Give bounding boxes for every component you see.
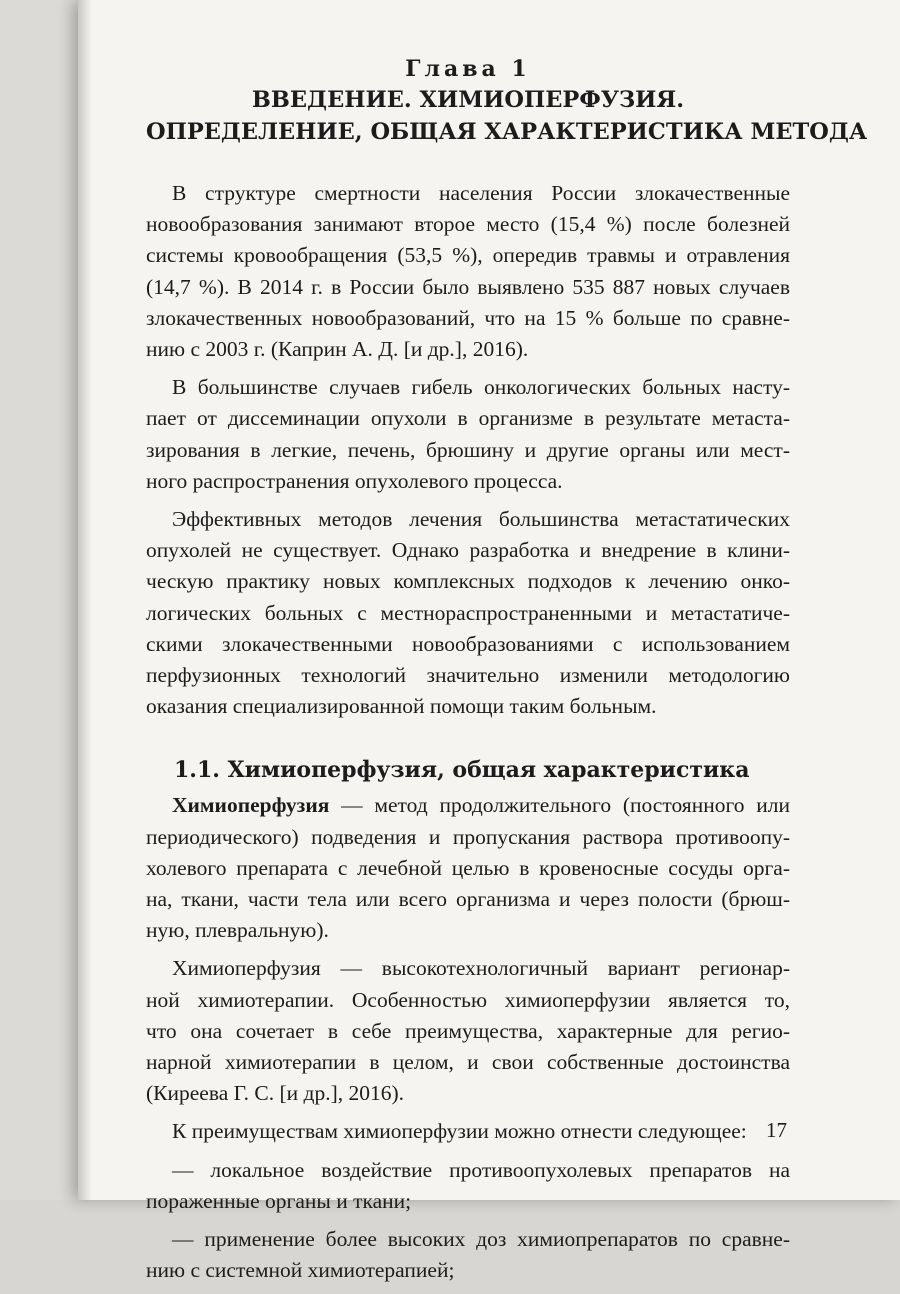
intro-text — [146, 178, 790, 722]
paragraph — [146, 1116, 790, 1147]
text-line: оказания специализированной помощи таким больным. — [146, 694, 657, 719]
text-line: К преимуществам химиоперфузии можно отнести следующее: — [172, 1119, 747, 1144]
text-line: Эффективных методов лечения большинства метастатических — [172, 507, 790, 532]
text-line — [146, 790, 790, 821]
text-line: ного распространения опухолевого процесса. — [146, 468, 563, 493]
paragraph — [146, 953, 790, 1109]
definition-paragraph — [146, 790, 790, 946]
text-line: опухолей не существует. Однако разработка и внедрение в клини- — [146, 538, 790, 563]
section-heading: 1.1. Химиоперфузия, общая характеристика — [174, 757, 750, 784]
text-line: — локальное воздействие противоопухолевых препаратов на — [172, 1157, 790, 1182]
text-line: пает от диссеминации опухоли в организме в результате метаста- — [146, 406, 790, 431]
definition-text: — метод продолжительного (постоянного или — [329, 793, 790, 818]
text-line: системы кровообращения (53,5 %), опередив травмы и отравления — [146, 243, 790, 268]
chapter-title — [146, 84, 868, 148]
definition-term: Химиоперфузия — [172, 793, 330, 818]
list-item — [146, 1224, 790, 1286]
text-line: В структуре смертности населения России злокачественные — [172, 181, 790, 205]
page-fold-shadow — [78, 0, 92, 1200]
text-line: зирования в легкие, печень, брюшину и другие органы или мест- — [146, 437, 790, 462]
text-line: на, ткани, части тела или всего организма и через полости (брюш- — [146, 887, 790, 912]
page-number: 17 — [766, 1118, 787, 1142]
text-line: (14,7 %). В 2014 г. в России было выявлено 535 887 новых случаев — [146, 274, 790, 299]
text-line: нию с 2003 г. (Каприн А. Д. [и др.], 2016). — [146, 337, 529, 362]
text-line: ной химиотерапии. Особенностью химиоперфузии является то, — [146, 987, 790, 1012]
text-line: В большинстве случаев гибель онкологических больных насту- — [172, 375, 790, 400]
text-line: — применение более высоких доз химиопрепаратов по сравне- — [172, 1227, 790, 1252]
chapter-title-line: ВВЕДЕНИЕ. ХИМИОПЕРФУЗИЯ. — [251, 87, 685, 113]
text-line: Химиоперфузия — высокотехнологичный вариант регионар- — [172, 956, 790, 981]
text-line: перфузионных технологий значительно изменили методологию — [146, 663, 790, 688]
text-line: ческую практику новых комплексных подходов к лечению онко- — [146, 569, 790, 594]
text-line: пораженные органы и ткани; — [146, 1188, 412, 1213]
chapter-label: Глава 1 — [405, 56, 531, 82]
text-line: нарной химиотерапии в целом, и свои собственные достоинства — [146, 1050, 790, 1075]
text-line: нию с системной химиотерапией; — [146, 1258, 455, 1283]
text-line: злокачественных новообразований, что на 15 % больше по сравне- — [146, 305, 790, 330]
paragraph — [146, 178, 790, 365]
text-line: холевого препарата с лечебной целью в кровеносные сосуды орга- — [146, 855, 790, 880]
paragraph — [146, 504, 790, 722]
chapter-title-line: ОПРЕДЕЛЕНИЕ, ОБЩАЯ ХАРАКТЕРИСТИКА МЕТОДА — [146, 119, 868, 145]
text-line: что она сочетает в себе преимущества, характерные для регио- — [146, 1018, 790, 1043]
text-line: ную, плевральную). — [146, 918, 329, 943]
list-item — [146, 1155, 790, 1217]
text-line: периодического) подведения и пропускания раствора противоопу- — [146, 824, 790, 849]
text-line: скими злокачественными новообразованиями с использованием — [146, 631, 790, 656]
text-line: новообразования занимают второе место (15,4 %) после болезней — [146, 212, 790, 237]
paragraph — [146, 372, 790, 497]
text-line: (Киреева Г. С. [и др.], 2016). — [146, 1081, 405, 1106]
text-line: логических больных с местнораспространенными и метастатиче- — [146, 600, 790, 625]
page-content — [146, 54, 868, 1294]
